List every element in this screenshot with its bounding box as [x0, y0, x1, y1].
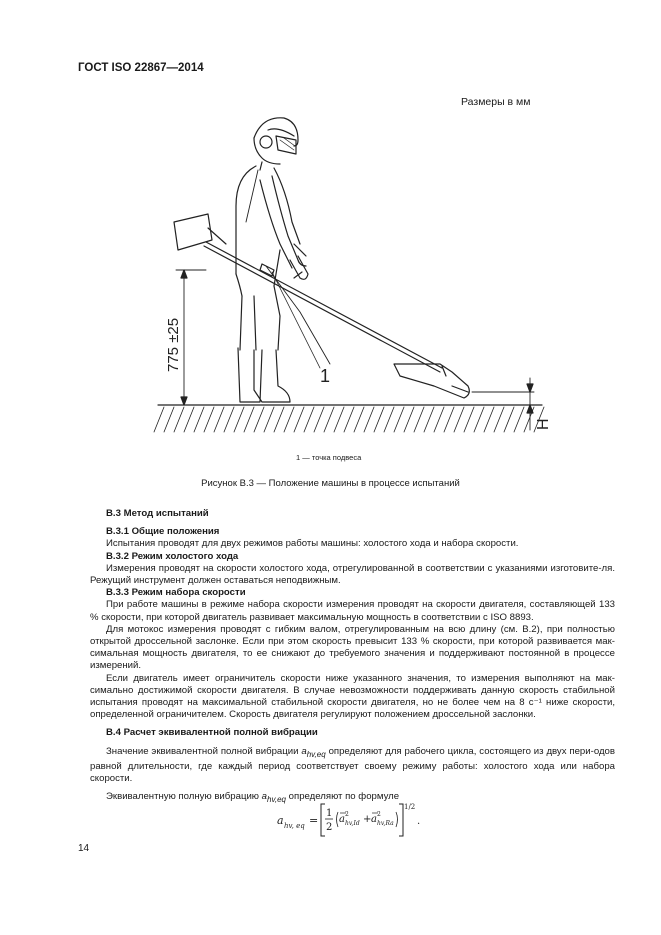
formula-frac-den: 2: [326, 822, 333, 833]
formula-term1-sub: hv,Id: [345, 820, 360, 827]
figure-legend: 1 — точка подвеса: [296, 453, 362, 462]
section-b4-para-2: Эквивалентную полную вибрацию $a_{hv,eq}$ определяют по формуле: [106, 791, 400, 805]
formula-lhs: a: [277, 814, 284, 827]
section-b31-text: Испытания проводят для двух режимов работы машины: холостого хода и набора скорости.: [106, 538, 519, 550]
formula-term1: a: [339, 814, 345, 825]
formula-term1-sq: 2: [345, 811, 349, 818]
section-b32-title: В.3.2 Режим холостого хода: [106, 550, 239, 562]
formula-plus: +: [363, 814, 372, 825]
cutting-head: [394, 364, 469, 398]
formula-term2: a: [371, 814, 377, 825]
formula-term2-sq: 2: [377, 811, 381, 818]
section-b3-title: В.3 Метод испытаний: [106, 508, 209, 519]
formula-frac-num: 1: [326, 808, 333, 819]
vibration-formula: [275, 800, 425, 843]
formula-exponent: 1/2: [404, 803, 416, 811]
operator-figure: [236, 118, 308, 402]
section-b32-text: Измерения проводят на скорости холостого хода, отрегулированной в соответствии с указаниями изготовите-ля. Режущий инструмент должен оставаться неподвижным.: [90, 562, 615, 587]
formula-term2-sub: hv,Ra: [377, 820, 394, 827]
section-b4-para-1: Значение эквивалентной полной вибрации $a_{hv,eq}$ определяют для рабочего цикла, состоящего из двух пери-одов равной длительности, где каждый период соответствует своему режиму работы: холостого хода или набора скорости.: [90, 745, 615, 784]
formula-lhs-sub: hv, eq: [284, 822, 305, 830]
body-text: [90, 508, 615, 806]
units-note: Размеры в мм: [461, 96, 531, 108]
section-b4-title: В.4 Расчет эквивалентной полной вибрации: [106, 727, 318, 739]
callout-number: 1: [320, 366, 331, 386]
height-label: H: [535, 418, 552, 430]
page-number: 14: [78, 843, 90, 854]
figure-b3-drawing: [150, 110, 550, 450]
formula-end: .: [417, 816, 421, 827]
section-b33-title: В.3.3 Режим набора скорости: [106, 587, 246, 599]
section-b33-para-1: При работе машины в режиме набора скорости измерения проводят на скорости двигателя, составляющей 133 % скорости, при которой двигатель развивает максимальную мощность в соответствии с ISO 8893.: [90, 599, 615, 623]
section-b33-para-3: Если двигатель имеет ограничитель скорости ниже указанного значения, то измерения выполняют на мак-симально достижимой скорости двигателя. В случае невозможности поддерживать данную скорость стабильной испытания проводят на максимальной стабильной скорости двигателя, но не более чем на 8 с⁻¹ ниже скорости, определенной ограничителем. Скорость двигателя регулируют положением дроссельной заслонки.: [90, 672, 615, 721]
dimension-775-label: 775 ±25: [165, 317, 182, 372]
section-b33-para-2: Для мотокос измерения проводят с гибким валом, отрегулированным на всю длину (см. В.2), при полностью открытой дроссельной заслонке. Если при этом скорость превысит 133 % скорости, при которой развивается мак-симальная мощность двигателя, то ее снижают до требуемого значения и поддерживают постоянной в процессе измерений.: [90, 623, 615, 672]
harness-block: [174, 214, 226, 250]
section-b31-title: В.3.1 Общие положения: [106, 526, 220, 538]
document-header: ГОСТ ISO 22867—2014: [78, 62, 204, 74]
formula-equals: =: [309, 814, 319, 827]
trimmer-shaft: [204, 242, 442, 372]
ground-hatching: [154, 407, 544, 432]
figure-caption: Рисунок В.3 — Положение машины в процессе испытаний: [201, 478, 460, 489]
